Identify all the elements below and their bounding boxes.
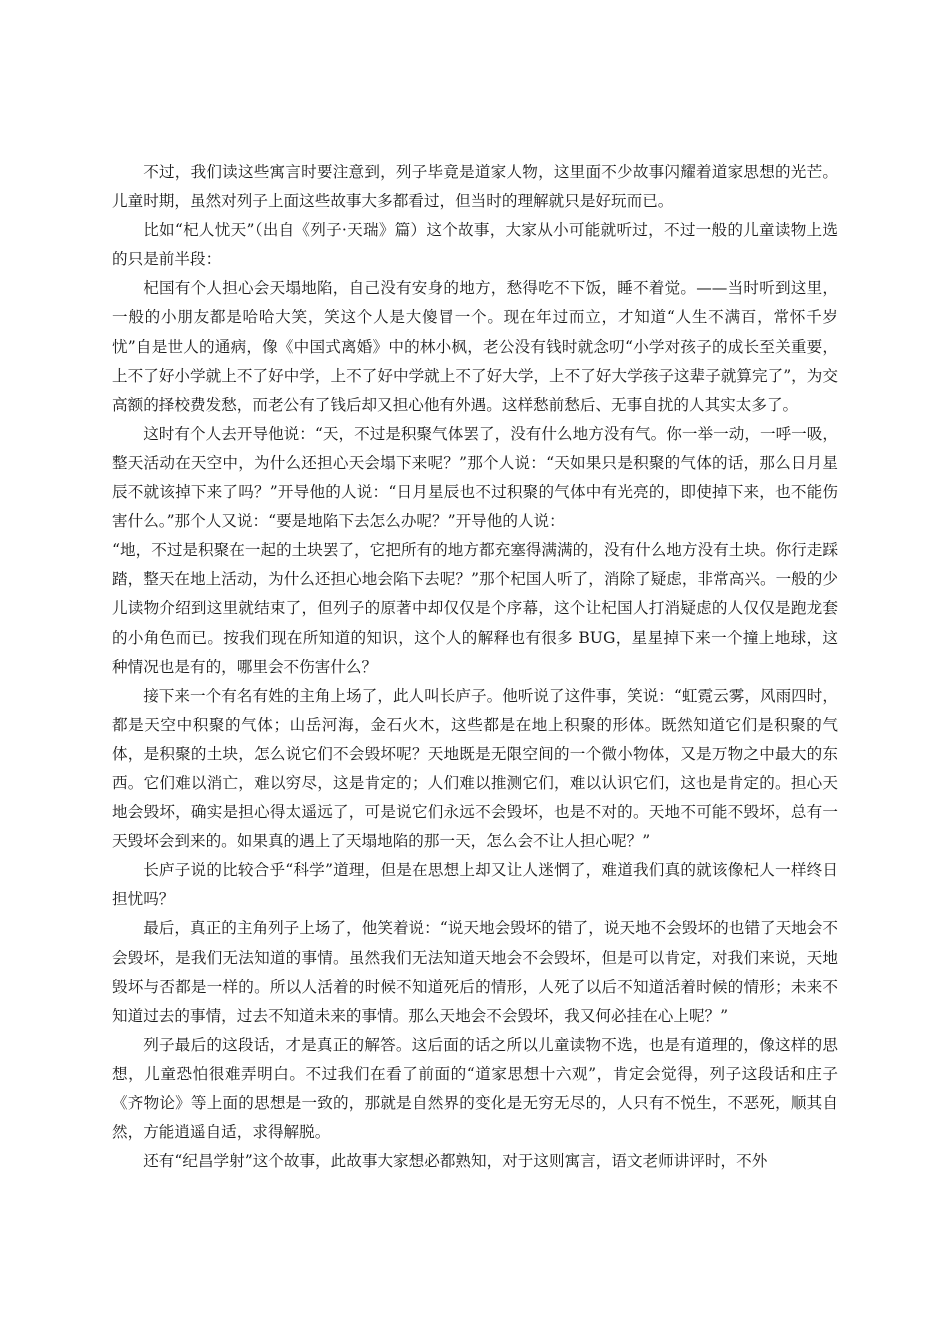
paragraph: 比如“杞人忧天”（出自《列子·天瑞》篇）这个故事，大家从小可能就听过，不过一般的儿童读物上选的只是前半段：	[112, 221, 838, 269]
paragraph: 最后，真正的主角列子上场了，他笑着说：“说天地会毁坏的错了，说天地不会毁坏的也错了天地会不会毁坏，是我们无法知道的事情。虽然我们无法知道天地会不会毁坏，但是可以肯定，对我们来说，天地毁坏与否都是一样的。所以人活着的时候不知道死后的情形，人死了以后不知道活着时候的情形；未来不知道过去的事情，过去不知道未来的事情。那么天地会不会毁坏，我又何必挂在心上呢？”	[112, 919, 838, 1025]
paragraph: 这时有个人去开导他说：“天，不过是积聚气体罢了，没有什么地方没有气。你一举一动，一呼一吸，整天活动在天空中，为什么还担心天会塌下来呢？”那个人说：“天如果只是积聚的气体的话，那么日月星辰不就该掉下来了吗？”开导他的人说：“日月星辰也不过积聚的气体中有光亮的，即使掉下来，也不能伤害什么。”那个人又说：“要是地陷下去怎么办呢？”开导他的人说： “地，不过是积聚在一起的土块罢了，它把所有的地方都充塞得满满的，没有什么地方没有土块。你行走踩踏，整天在地上活动，为什么还担心地会陷下去呢？”那个杞国人听了，消除了疑虑，非常高兴。一般的少儿读物介绍到这里就结束了，但列子的原著中却仅仅是个序幕，这个让杞国人打消疑虑的人仅仅是跑龙套的小角色而已。按我们现在所知道的知识，这个人的解释也有很多 BUG，星星掉下来一个撞上地球，这种情况也是有的，哪里会不伤害什么？	[112, 424, 838, 676]
paragraph: 长庐子说的比较合乎“科学”道理，但是在思想上却又让人迷惘了，难道我们真的就该像杞人一样终日担忧吗？	[112, 861, 838, 909]
paragraph: 还有“纪昌学射”这个故事，此故事大家想必都熟知，对于这则寓言，语文老师讲评时，不外	[143, 1152, 768, 1171]
paragraph: 不过，我们读这些寓言时要注意到，列子毕竟是道家人物，这里面不少故事闪耀着道家思想的光芒。儿童时期，虽然对列子上面这些故事大多都看过，但当时的理解就只是好玩而已。	[112, 163, 838, 211]
paragraph: 杞国有个人担心会天塌地陷，自己没有安身的地方，愁得吃不下饭，睡不着觉。——当时听到这里，一般的小朋友都是哈哈大笑，笑这个人是大傻冒一个。现在年过而立，才知道“人生不满百，常怀千岁忧”自是世人的通病，像《中国式离婚》中的林小枫，老公没有钱时就念叨“小学对孩子的成长至关重要，上不了好小学就上不了好中学，上不了好中学就上不了好大学，上不了好大学孩子这辈子就算完了”，为交高额的择校费发愁，而老公有了钱后却又担心他有外遇。这样愁前愁后、无事自扰的人其实太多了。	[112, 279, 838, 414]
paragraph: 接下来一个有名有姓的主角上场了，此人叫长庐子。他听说了这件事，笑说：“虹霓云雾，风雨四时，都是天空中积聚的气体；山岳河海，金石火木，这些都是在地上积聚的形体。既然知道它们是积聚的气体，是积聚的土块，怎么说它们不会毁坏呢？天地既是无限空间的一个微小物体，又是万物之中最大的东西。它们难以消亡，难以穷尽，这是肯定的；人们难以推测它们，难以认识它们，这也是肯定的。担心天地会毁坏，确实是担心得太遥远了，可是说它们永远不会毁坏，也是不对的。天地不可能不毁坏，总有一天毁坏会到来的。如果真的遇上了天塌地陷的那一天，怎么会不让人担心呢？”	[112, 686, 838, 851]
document-page	[112, 158, 838, 1176]
paragraph: 列子最后的这段话，才是真正的解答。这后面的话之所以儿童读物不选，也是有道理的，像这样的思想，儿童恐怕很难弄明白。不过我们在看了前面的“道家思想十六观”，肯定会觉得，列子这段话和庄子《齐物论》等上面的思想是一致的，那就是自然界的变化是无穷无尽的，人只有不悦生，不恶死，顺其自然，方能逍遥自适，求得解脱。	[112, 1035, 838, 1142]
